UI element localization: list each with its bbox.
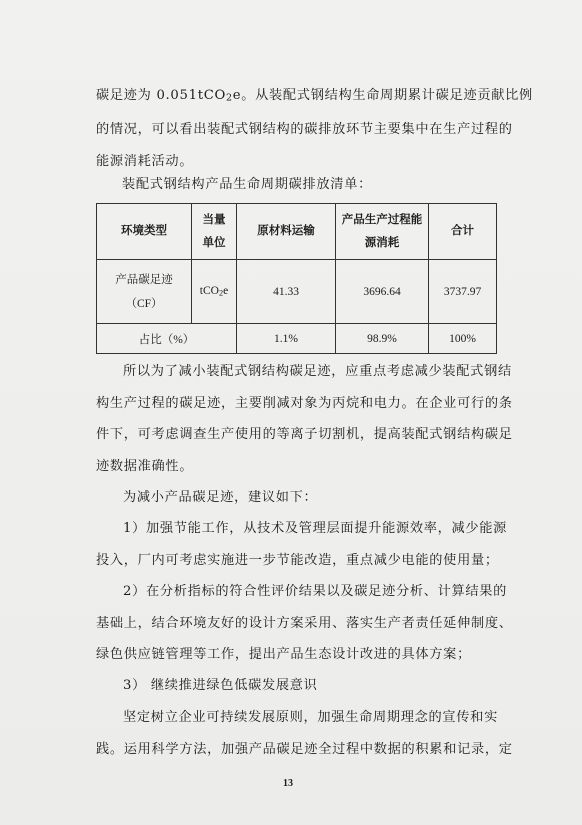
table-caption: 装配式钢结构产品生命周期碳排放清单： [122, 177, 372, 192]
emission-table [96, 203, 497, 354]
suggestion-item-2 [96, 576, 513, 671]
intro-paragraph [96, 80, 533, 177]
intro-line-3: 能源消耗活动。 [96, 153, 194, 169]
item1-line-2: 投入，厂内可考虑实施进一步节能改造，重点减少电能的使用量； [96, 552, 499, 568]
item3-title: 3） 继续推进绿色低碳发展意识 [123, 678, 318, 693]
intro-text-a: 碳足迹为 0.051tCO [96, 88, 226, 103]
cf-label-line2: （CF） [125, 297, 163, 310]
share-label-cell: 占比（%） [97, 324, 237, 354]
suggest-intro-line: 为减小产品碳足迹，建议如下： [123, 490, 318, 505]
cf-unit-b: e [223, 285, 229, 298]
table-header-row [97, 204, 497, 260]
header-total: 合计 [429, 204, 497, 260]
intro-text-b: e。从装配式钢结构生命周期累计碳足迹贡献比例 [232, 88, 533, 103]
reduce-line-4: 迹数据准确性。 [96, 458, 194, 474]
suggest-intro [96, 482, 496, 514]
cf-total-cell: 3737.97 [429, 260, 497, 324]
reduce-paragraph [96, 356, 513, 482]
header-unit-line2: 单位 [202, 236, 226, 249]
intro-line-1 [96, 80, 533, 114]
item1-line-1: 1）加强节能工作，从技术及管理层面提升能源效率，减少能源 [123, 521, 508, 536]
cf-unit-a: tCO [199, 285, 219, 298]
suggestion-item-1 [96, 513, 508, 576]
header-unit-line1: 当量 [202, 213, 226, 226]
final-line-2: 践。运用科学方法，加强产品碳足迹全过程中数据的积累和记录，定 [96, 741, 513, 757]
share-transport-cell: 1.1% [237, 324, 336, 354]
subscript: 2 [226, 92, 233, 104]
final-paragraph [96, 702, 513, 765]
cf-label-line1: 产品碳足迹 [115, 273, 173, 286]
cf-label-cell [97, 260, 192, 324]
item2-line-3: 绿色供应链管理等工作，提出产品生态设计改进的具体方案； [96, 647, 471, 662]
header-unit [192, 204, 237, 260]
header-production [336, 204, 429, 260]
reduce-line-2: 构生产过程的碳足迹，主要削减对象为丙烷和电力。在企业可行的条 [96, 395, 513, 411]
cf-unit-sub: 2 [218, 288, 224, 298]
share-production-cell: 98.9% [336, 324, 429, 354]
cf-unit-cell [192, 260, 237, 324]
suggestion-item-3 [96, 670, 496, 702]
table-row-cf [97, 260, 497, 324]
header-env-type: 环境类型 [97, 204, 192, 260]
table-row-share [97, 324, 497, 354]
header-production-line1: 产品生产过程能 [341, 213, 423, 226]
header-production-line2: 源消耗 [364, 236, 400, 249]
cf-production-cell: 3696.64 [336, 260, 429, 324]
cf-transport-cell: 41.33 [237, 260, 336, 324]
item2-line-2: 基础上，结合环境友好的设计方案采用、落实生产者责任延伸制度、 [96, 615, 513, 631]
item2-line-1: 2）在分析指标的符合性评价结果以及碳足迹分析、计算结果的 [123, 584, 508, 599]
header-transport: 原材料运输 [237, 204, 336, 260]
reduce-line-3: 件下，可考虑调查生产使用的等离子切割机，提高装配式钢结构碳足 [96, 427, 513, 442]
share-total-cell: 100% [429, 324, 497, 354]
final-line-1: 坚定树立企业可持续发展原则，加强生命周期理念的宣传和实 [123, 710, 498, 725]
page-number: 13 [283, 778, 293, 789]
reduce-line-1: 所以为了减小装配式钢结构碳足迹，应重点考虑减少装配式钢结 [123, 364, 512, 379]
intro-line-2: 的情况，可以看出装配式钢结构的碳排放环节主要集中在生产过程的 [96, 122, 513, 138]
